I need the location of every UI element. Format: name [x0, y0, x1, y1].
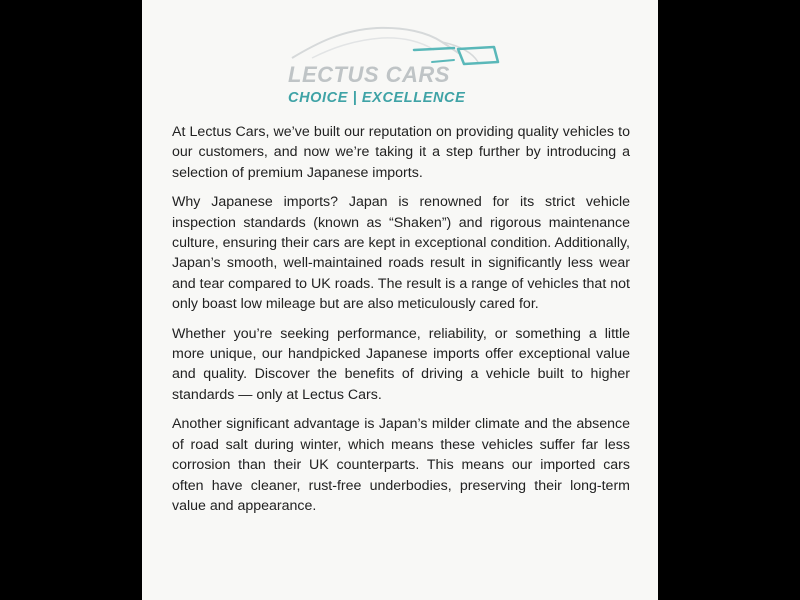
company-logo — [142, 18, 658, 110]
paragraph-climate-advantage: Another significant advantage is Japan’s milder climate and the absence of road salt during winter, which means these vehicles suffer far less corrosion than their UK counterparts. This means our imported cars often have cleaner, rust-free underbodies, preserving their long-term value and appearance. — [172, 416, 630, 514]
brand-tagline: CHOICE | EXCELLENCE — [288, 90, 466, 106]
paragraph-value-quality: Whether you’re seeking performance, reliability, or something a little more unique, our handpicked Japanese imports offer exceptional value and quality. Discover the benefits of driving a vehicle built to higher standards — only at Lectus Cars. — [172, 325, 630, 403]
paragraph-intro: At Lectus Cars, we’ve built our reputation on providing quality vehicles to our customers, and now we’re taking it a step further by introducing a selection of premium Japanese imports. — [172, 124, 630, 181]
document-body — [172, 122, 630, 525]
brand-name: LECTUS CARS — [288, 62, 450, 87]
paragraph-why-japanese-imports: Why Japanese imports? Japan is renowned for its strict vehicle inspection standards (known as “Shaken”) and rigorous maintenance culture, ensuring their cars are kept in exceptional condition. Additionally, Japan’s smooth, well-maintained roads result in significantly less wear and tear compared to UK roads. The result is a range of vehicles that not only boast low mileage but are also meticulously cared for. — [172, 194, 630, 313]
document-page — [142, 0, 658, 600]
